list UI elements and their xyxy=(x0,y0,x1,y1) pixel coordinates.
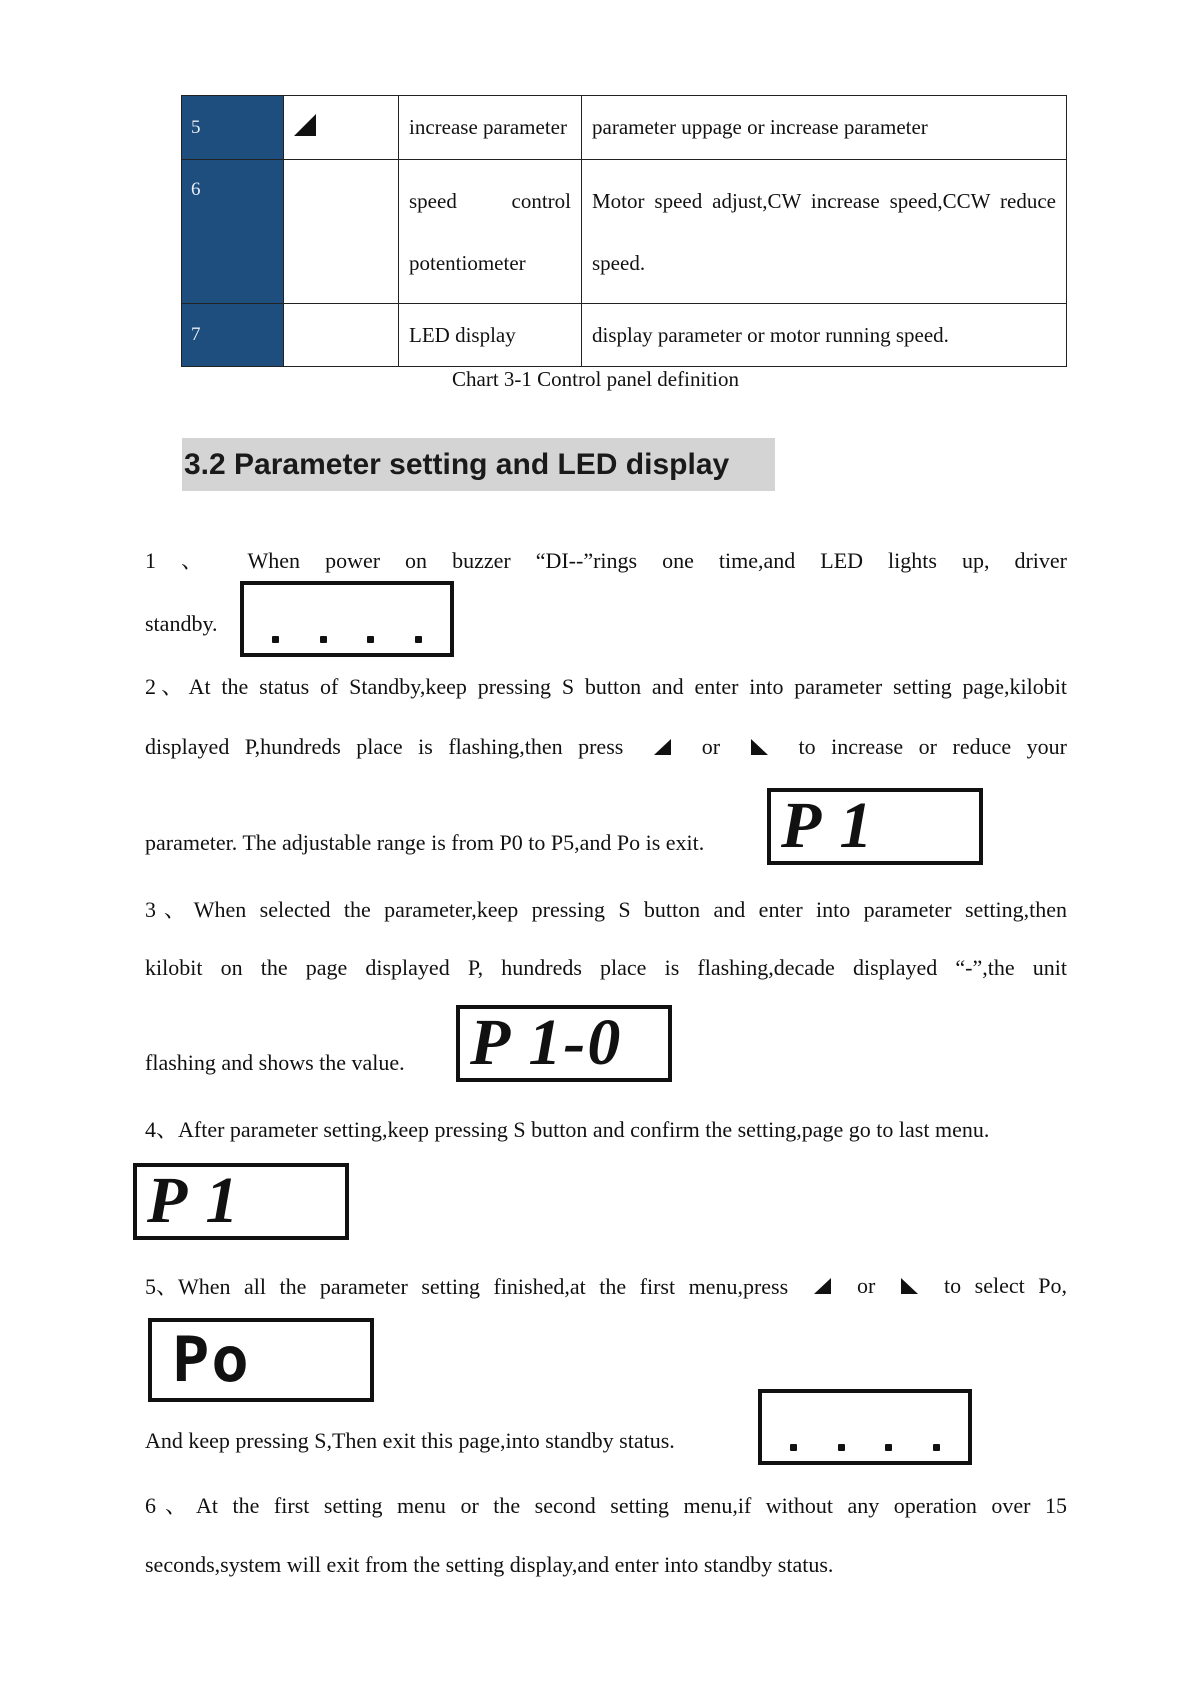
led-display-po xyxy=(148,1318,374,1402)
step-2-text: displayed P,hundreds place is flashing,then press xyxy=(145,734,624,759)
led-display-p1 xyxy=(767,788,983,865)
row-number: 7 xyxy=(182,304,284,367)
led-dot xyxy=(367,636,374,643)
led-display-standby-exit xyxy=(758,1389,972,1465)
increase-triangle-icon xyxy=(814,1278,831,1294)
step-5-text: 5、When all the parameter setting finished,at the first menu,press xyxy=(145,1274,789,1299)
row-description-line: Motor speed adjust,CW increase speed,CCW reduce xyxy=(592,188,1056,213)
step-3-line-1: 3、When selected the parameter,keep pressing S button and enter into parameter setting,then xyxy=(145,897,1067,922)
step-3-line-2: kilobit on the page displayed P, hundreds place is flashing,decade displayed “-”,the unit xyxy=(145,955,1067,980)
icon-cell xyxy=(284,96,399,160)
row-name-part: speed xyxy=(409,188,457,213)
led-text: Po xyxy=(172,1323,251,1396)
row-name: LED display xyxy=(399,304,582,367)
row-number: 6 xyxy=(182,160,284,304)
icon-cell xyxy=(284,304,399,367)
row-name xyxy=(399,160,582,304)
row-number: 5 xyxy=(182,96,284,160)
step-1-line-2: standby. xyxy=(145,611,218,636)
led-dot xyxy=(885,1444,892,1451)
step-5-line-1 xyxy=(145,1270,1067,1301)
control-panel-definition-table xyxy=(181,95,1067,367)
table-row xyxy=(182,160,1067,304)
row-name-part: potentiometer xyxy=(409,250,526,275)
step-2-line-2 xyxy=(145,734,1067,760)
increase-triangle-icon xyxy=(654,739,671,755)
led-display-standby xyxy=(240,581,454,657)
row-description: display parameter or motor running speed. xyxy=(582,304,1067,367)
led-dots xyxy=(244,636,450,643)
step-5-text: to select Po, xyxy=(944,1272,1067,1298)
table-row xyxy=(182,96,1067,160)
step-5-line-2: And keep pressing S,Then exit this page,into standby status. xyxy=(145,1428,675,1453)
row-description: parameter uppage or increase parameter xyxy=(582,96,1067,160)
icon-cell xyxy=(284,160,399,304)
row-name-part: control xyxy=(511,188,571,213)
led-text: P 1 xyxy=(781,789,875,862)
led-dot xyxy=(320,636,327,643)
led-dot xyxy=(790,1444,797,1451)
row-name: increase parameter xyxy=(399,96,582,160)
table-row xyxy=(182,304,1067,367)
decrease-triangle-icon xyxy=(751,739,768,755)
led-display-p1-0 xyxy=(456,1005,672,1082)
step-6-line-1: 6、At the first setting menu or the second setting menu,if without any operation over 15 xyxy=(145,1493,1067,1518)
increase-triangle-icon xyxy=(294,114,316,136)
step-4-line-1: 4、After parameter setting,keep pressing S button and confirm the setting,page go to last menu. xyxy=(145,1117,990,1142)
step-2-line-1: 2、At the status of Standby,keep pressing S button and enter into parameter setting page,kilobit xyxy=(145,674,1067,699)
step-6-line-2: seconds,system will exit from the setting display,and enter into standby status. xyxy=(145,1552,834,1577)
step-2-text: to increase or reduce your xyxy=(798,734,1067,759)
step-1-line-1: 1 、 When power on buzzer “DI--”rings one time,and LED lights up, driver xyxy=(145,548,1067,573)
led-dot xyxy=(838,1444,845,1451)
led-dots xyxy=(762,1444,968,1451)
table-caption: Chart 3-1 Control panel definition xyxy=(452,367,739,391)
led-dot xyxy=(415,636,422,643)
led-dot xyxy=(272,636,279,643)
step-2-line-3: parameter. The adjustable range is from P0 to P5,and Po is exit. xyxy=(145,830,705,855)
led-display-p1-return xyxy=(133,1163,349,1240)
step-3-line-3: flashing and shows the value. xyxy=(145,1050,405,1075)
led-dot xyxy=(933,1444,940,1451)
led-text: P 1-0 xyxy=(470,1006,623,1079)
row-description xyxy=(582,160,1067,304)
section-heading: 3.2 Parameter setting and LED display xyxy=(182,438,775,491)
row-description-line: speed. xyxy=(592,250,646,275)
decrease-triangle-icon xyxy=(901,1278,918,1294)
step-5-or: or xyxy=(856,1272,876,1298)
step-2-or: or xyxy=(701,734,721,759)
led-text: P 1 xyxy=(147,1164,241,1237)
